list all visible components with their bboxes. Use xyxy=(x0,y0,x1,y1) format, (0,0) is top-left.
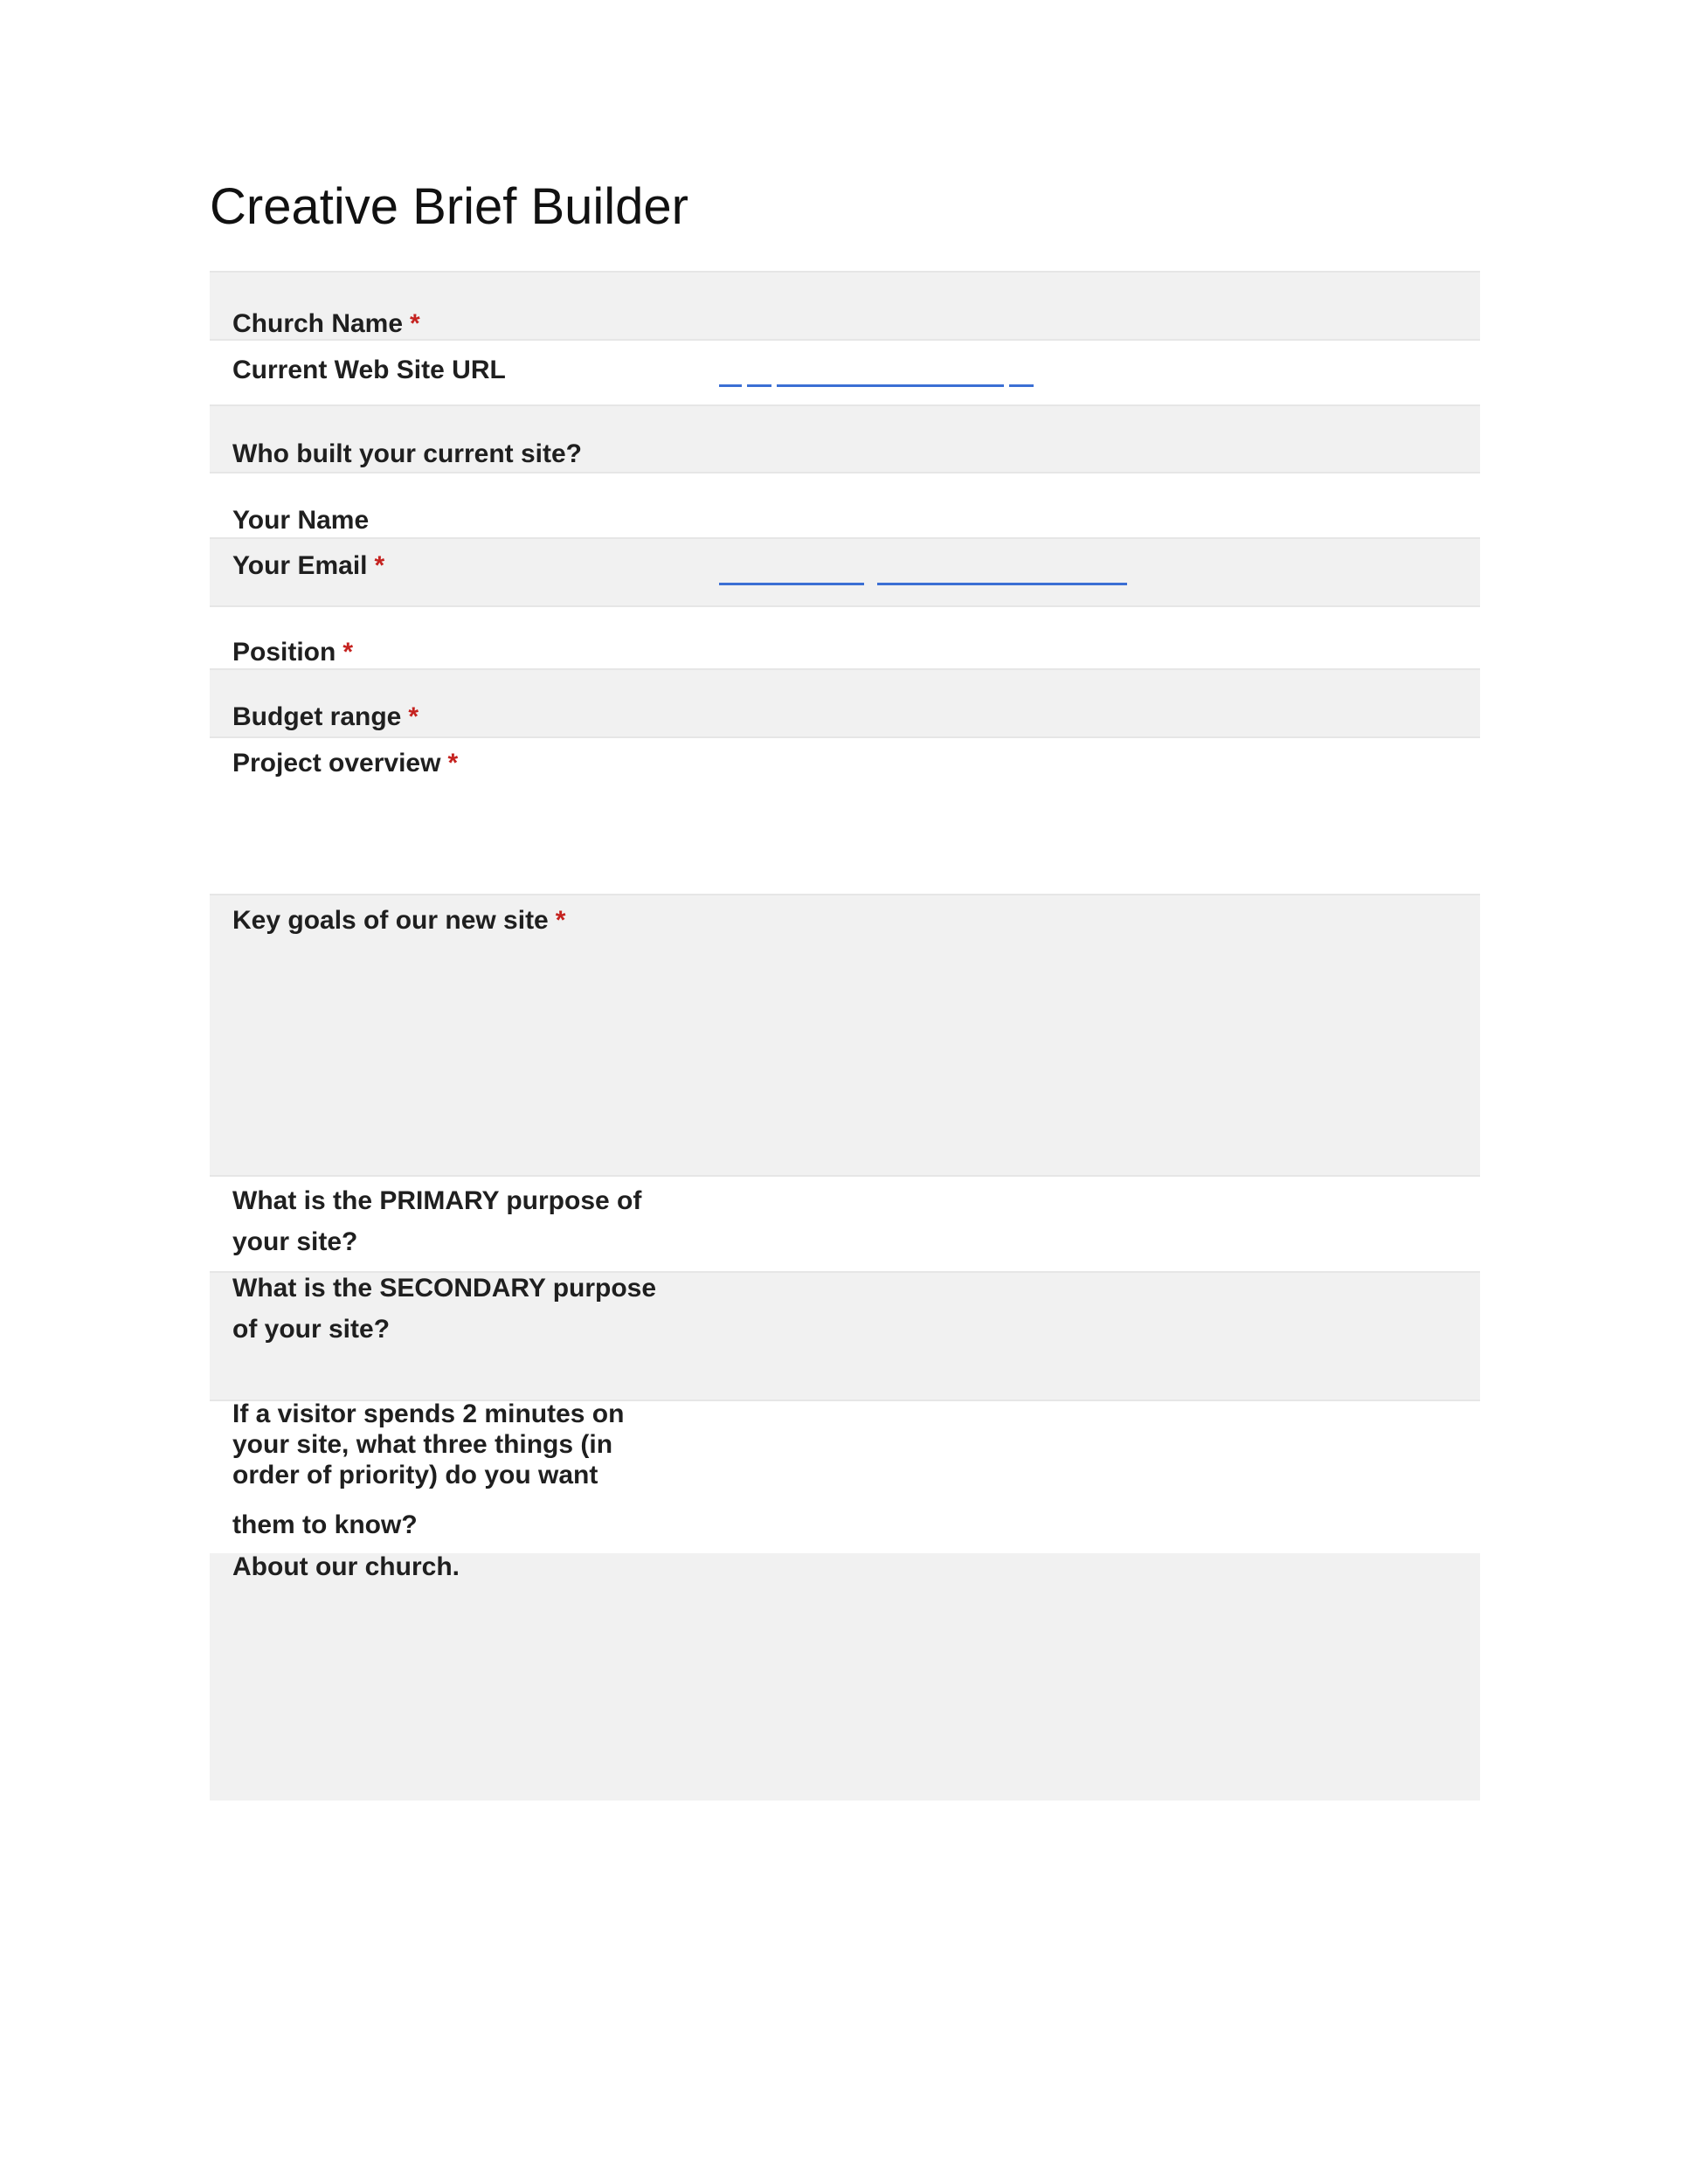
your-email-text: Your Email xyxy=(232,551,368,580)
visitor-priorities-line-2: your site, what three things (in xyxy=(232,1430,613,1459)
your-email-label xyxy=(232,545,384,586)
primary-purpose-line-2: your site? xyxy=(232,1227,358,1256)
secondary-purpose-label xyxy=(232,1268,687,1350)
project-overview-label xyxy=(232,743,458,784)
your-email-row[interactable] xyxy=(210,537,1480,605)
email-field-part-1[interactable] xyxy=(719,583,864,585)
current-site-url-row[interactable] xyxy=(210,339,1480,404)
about-church-row[interactable] xyxy=(210,1553,1480,1800)
required-marker: * xyxy=(555,906,566,935)
secondary-purpose-line-2: of your site? xyxy=(232,1315,391,1344)
position-label xyxy=(232,632,353,673)
required-marker: * xyxy=(408,702,419,731)
email-field-part-2[interactable] xyxy=(877,583,1127,585)
church-name-label xyxy=(232,303,420,344)
church-name-text: Church Name xyxy=(232,309,404,338)
visitor-priorities-line-4: them to know? xyxy=(232,1510,418,1539)
visitor-priorities-row[interactable] xyxy=(210,1400,1480,1539)
primary-purpose-line-1: What is the PRIMARY purpose of xyxy=(232,1186,642,1215)
position-text: Position xyxy=(232,638,336,667)
current-site-url-label: Current Web Site URL xyxy=(232,356,506,384)
budget-range-row[interactable] xyxy=(210,668,1480,736)
key-goals-text: Key goals of our new site xyxy=(232,906,549,935)
required-marker: * xyxy=(374,551,385,580)
key-goals-label xyxy=(232,900,565,941)
about-church-label: About our church. xyxy=(232,1552,460,1581)
secondary-purpose-line-1: What is the SECONDARY purpose xyxy=(232,1274,657,1303)
who-built-row[interactable] xyxy=(210,404,1480,472)
visitor-priorities-line-1: If a visitor spends 2 minutes on xyxy=(232,1400,625,1428)
secondary-purpose-row[interactable] xyxy=(210,1271,1480,1400)
visitor-priorities-line-3: order of priority) do you want xyxy=(232,1461,598,1489)
who-built-label: Who built your current site? xyxy=(232,439,583,468)
your-name-row[interactable] xyxy=(210,472,1480,537)
visitor-priorities-label xyxy=(232,1399,687,1540)
budget-range-label xyxy=(232,696,419,737)
project-overview-text: Project overview xyxy=(232,749,441,778)
primary-purpose-row[interactable] xyxy=(210,1175,1480,1271)
required-marker: * xyxy=(447,749,459,778)
your-name-label: Your Name xyxy=(232,506,370,535)
primary-purpose-label xyxy=(232,1180,687,1262)
budget-range-text: Budget range xyxy=(232,702,402,731)
page-title: Creative Brief Builder xyxy=(210,178,688,235)
required-marker: * xyxy=(410,309,420,338)
key-goals-row[interactable] xyxy=(210,894,1480,1175)
required-marker: * xyxy=(342,638,354,667)
position-row[interactable] xyxy=(210,605,1480,668)
church-name-row[interactable] xyxy=(210,271,1480,339)
current-site-url-field[interactable] xyxy=(719,384,1035,387)
project-overview-row[interactable] xyxy=(210,736,1480,894)
